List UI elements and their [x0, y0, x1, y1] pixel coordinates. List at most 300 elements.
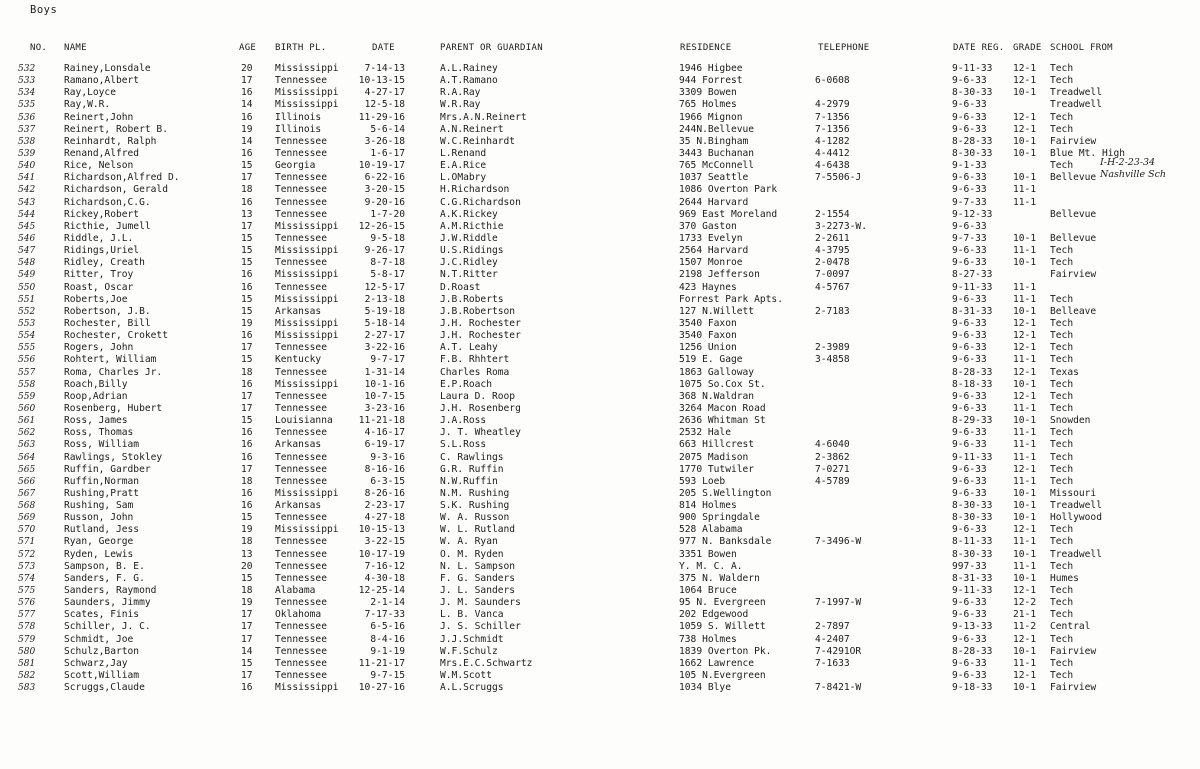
school-from: Hollywood [1050, 512, 1102, 524]
age: 18 [241, 184, 253, 196]
grade: 11-1 [1013, 560, 1037, 572]
birth-date: 8-26-16 [364, 487, 405, 499]
table-row [0, 257, 1200, 269]
student-name: Rushing, Sam [64, 500, 134, 512]
school-from: Tech [1050, 245, 1074, 257]
parent-guardian: W.R.Ray [440, 99, 481, 111]
telephone: 7-1356 [815, 123, 850, 135]
birth-place: Mississippi [275, 293, 339, 305]
birth-date: 11-21-17 [358, 657, 405, 669]
birth-place: Tennessee [275, 633, 327, 645]
grade: 10-1 [1013, 645, 1037, 657]
student-name: Riddle, J.L. [64, 232, 134, 244]
age: 14 [241, 135, 253, 147]
parent-guardian: N. L. Sampson [440, 560, 516, 572]
parent-guardian: N.M. Rushing [440, 487, 510, 499]
table-row [0, 87, 1200, 99]
age: 14 [241, 645, 253, 657]
residence: 3264 Macon Road [679, 402, 766, 414]
birth-date: 6-19-17 [364, 439, 405, 451]
age: 16 [241, 281, 253, 293]
parent-guardian: R.A.Ray [440, 87, 481, 99]
residence: 1507 Monroe [679, 257, 743, 269]
residence: 2636 Whitman St [679, 415, 766, 427]
table-row [0, 269, 1200, 281]
student-name: Ramano,Albert [64, 75, 140, 87]
school-from: Tech [1050, 451, 1074, 463]
date-registered: 8-31-33 [952, 305, 993, 317]
grade: 11-1 [1013, 184, 1037, 196]
birth-date: 9-26-17 [364, 245, 405, 257]
birth-date: 4-16-17 [364, 427, 405, 439]
grade: 10-1 [1013, 257, 1037, 269]
telephone: 3-4858 [815, 354, 850, 366]
parent-guardian: W.M.Scott [440, 670, 492, 682]
school-from: Tech [1050, 560, 1074, 572]
birth-place: Mississippi [275, 99, 339, 111]
student-name: Ricthie, Jumell [64, 220, 151, 232]
school-from: Tech [1050, 657, 1074, 669]
date-registered: 9-11-33 [952, 63, 993, 74]
age: 13 [241, 208, 253, 220]
entry-number: 545 [18, 221, 36, 232]
date-registered: 9-6-33 [952, 354, 987, 366]
school-from: Tech [1050, 390, 1074, 402]
telephone: 2-7183 [815, 305, 850, 317]
student-name: Ruffin,Norman [64, 475, 140, 487]
parent-guardian: J. S. Schiller [440, 621, 521, 633]
student-name: Schulz,Barton [64, 645, 140, 657]
residence: 944 Forrest [679, 75, 743, 87]
residence: 900 Springdale [679, 512, 760, 524]
student-name: Richardson, Gerald [64, 184, 168, 196]
header-date: DATE [372, 43, 395, 53]
parent-guardian: D.Roast [440, 281, 481, 293]
residence: 519 E. Gage [679, 354, 743, 366]
table-row [0, 157, 1200, 172]
date-registered: 9-6-33 [952, 342, 987, 354]
age: 19 [241, 123, 253, 135]
table-row [0, 670, 1200, 682]
parent-guardian: C.G.Richardson [440, 196, 521, 208]
parent-guardian: J.H. Rochester [440, 330, 521, 342]
entry-number: 573 [18, 561, 36, 572]
birth-place: Tennessee [275, 281, 327, 293]
age: 20 [241, 560, 253, 572]
school-from: Missouri [1050, 487, 1097, 499]
school-from: Fairview [1050, 645, 1097, 657]
student-name: Roast, Oscar [64, 281, 134, 293]
birth-place: Tennessee [275, 657, 327, 669]
grade: 10-1 [1013, 415, 1037, 427]
entry-number: 554 [18, 331, 36, 342]
entry-number: 568 [18, 501, 36, 512]
date-registered: 9-6-33 [952, 220, 987, 232]
birth-date: 11-29-16 [358, 111, 405, 123]
table-row [0, 99, 1200, 111]
table-row [0, 330, 1200, 342]
birth-place: Mississippi [275, 245, 339, 257]
entry-number: 547 [18, 246, 36, 257]
birth-place: Tennessee [275, 135, 327, 147]
birth-date: 5-18-14 [364, 317, 405, 329]
table-row [0, 682, 1200, 694]
entry-number: 560 [18, 403, 36, 414]
residence: 738 Holmes [679, 633, 737, 645]
header-date-reg: DATE REG. [953, 43, 1005, 53]
entry-number: 539 [18, 148, 36, 159]
age: 15 [241, 305, 253, 317]
birth-place: Illinois [275, 123, 322, 135]
student-name: Sanders, F. G. [64, 572, 145, 584]
student-name: Sanders, Raymond [64, 585, 157, 597]
grade: 10-1 [1013, 682, 1037, 694]
birth-place: Tennessee [275, 390, 327, 402]
residence: 1733 Evelyn [679, 232, 743, 244]
entry-number: 537 [18, 124, 36, 135]
entry-number: 543 [18, 197, 36, 208]
age: 15 [241, 415, 253, 427]
telephone: 6-0608 [815, 75, 850, 87]
parent-guardian: A.L.Rainey [440, 63, 498, 74]
date-registered: 9-6-33 [952, 257, 987, 269]
entry-number: 533 [18, 76, 36, 87]
parent-guardian: S.L.Ross [440, 439, 487, 451]
age: 17 [241, 220, 253, 232]
birth-date: 1-6-17 [370, 147, 405, 159]
birth-date: 1-7-20 [370, 208, 405, 220]
birth-place: Mississippi [275, 63, 339, 74]
birth-place: Tennessee [275, 560, 327, 572]
grade: 10-1 [1013, 305, 1037, 317]
parent-guardian: J. T. Wheatley [440, 427, 521, 439]
table-row [0, 488, 1200, 500]
birth-date: 2-27-17 [364, 330, 405, 342]
age: 17 [241, 621, 253, 633]
residence: 205 S.Wellington [679, 487, 772, 499]
entry-number: 551 [18, 294, 36, 305]
entry-number: 563 [18, 440, 36, 451]
date-registered: 9-6-33 [952, 293, 987, 305]
birth-date: 12-25-14 [358, 585, 405, 597]
residence: 3309 Bowen [679, 87, 737, 99]
header-birth-place: BIRTH PL. [275, 43, 327, 53]
age: 15 [241, 657, 253, 669]
school-from: Bellevue [1050, 172, 1097, 184]
parent-guardian: J.J.Schmidt [440, 633, 504, 645]
telephone: 7-1633 [815, 657, 850, 669]
entry-number: 565 [18, 464, 36, 475]
age: 17 [241, 172, 253, 184]
school-from: Bellevue [1050, 208, 1097, 220]
age: 15 [241, 293, 253, 305]
telephone: 4-2407 [815, 633, 850, 645]
table-row [0, 464, 1200, 476]
student-name: Saunders, Jimmy [64, 597, 151, 609]
school-from: Tech [1050, 609, 1074, 621]
table-row [0, 439, 1200, 451]
birth-place: Mississippi [275, 220, 339, 232]
birth-date: 12-5-18 [364, 99, 405, 111]
residence: 765 McConnell [679, 160, 755, 172]
birth-place: Tennessee [275, 232, 327, 244]
table-row [0, 233, 1200, 245]
entry-number: 561 [18, 416, 36, 427]
residence: 969 East Moreland [679, 208, 778, 220]
school-from: Tech [1050, 354, 1074, 366]
table-row [0, 367, 1200, 379]
birth-date: 5-6-14 [370, 123, 405, 135]
residence: 2198 Jefferson [679, 269, 760, 281]
residence: 423 Haynes [679, 281, 737, 293]
page-title: Boys [30, 4, 58, 16]
parent-guardian: A.M.Ricthie [440, 220, 504, 232]
grade: 10-1 [1013, 172, 1037, 184]
school-from: Bellevue [1050, 232, 1097, 244]
birth-place: Tennessee [275, 402, 327, 414]
residence: 663 Hillcrest [679, 439, 755, 451]
grade: 11-1 [1013, 536, 1037, 548]
birth-place: Mississippi [275, 269, 339, 281]
student-name: Reinhardt, Ralph [64, 135, 157, 147]
birth-place: Tennessee [275, 621, 327, 633]
telephone: 4-3795 [815, 245, 850, 257]
residence: 370 Gaston [679, 220, 737, 232]
grade: 11-1 [1013, 451, 1037, 463]
residence: 3443 Buchanan [679, 147, 755, 159]
handwritten-note: Nashville Sch [1100, 169, 1167, 181]
school-from: Tech [1050, 75, 1074, 87]
parent-guardian: Mrs.A.N.Reinert [440, 111, 527, 123]
telephone: 4-5789 [815, 475, 850, 487]
header-school-from: SCHOOL FROM [1050, 43, 1113, 53]
student-name: Scates, Finis [64, 609, 140, 621]
grade: 10-1 [1013, 548, 1037, 560]
student-name: Ray,Loyce [64, 87, 116, 99]
residence: 1037 Seattle [679, 172, 749, 184]
grade: 11-1 [1013, 475, 1037, 487]
parent-guardian: J.H. Rosenberg [440, 402, 521, 414]
birth-place: Tennessee [275, 75, 327, 87]
school-from: Tech [1050, 293, 1074, 305]
table-row [0, 500, 1200, 512]
grade: 12-1 [1013, 670, 1037, 682]
entry-number: 567 [18, 488, 36, 499]
school-from: Fairview [1050, 269, 1097, 281]
table-row [0, 573, 1200, 585]
residence: 202 Edgewood [679, 609, 749, 621]
entry-number: 532 [18, 64, 36, 74]
birth-place: Mississippi [275, 317, 339, 329]
grade: 11-2 [1013, 621, 1037, 633]
parent-guardian: Charles Roma [440, 366, 510, 378]
age: 16 [241, 111, 253, 123]
birth-place: Georgia [275, 160, 316, 172]
birth-place: Arkansas [275, 439, 322, 451]
school-from: Tech [1050, 378, 1074, 390]
birth-place: Mississippi [275, 682, 339, 694]
birth-place: Oklahoma [275, 609, 322, 621]
parent-guardian: J.C.Ridley [440, 257, 498, 269]
student-name: Rohtert, William [64, 354, 157, 366]
table-row [0, 634, 1200, 646]
student-name: Ryden, Lewis [64, 548, 134, 560]
date-registered: 8-11-33 [952, 536, 993, 548]
school-from: Tech [1050, 342, 1074, 354]
age: 15 [241, 232, 253, 244]
date-registered: 9-1-33 [952, 160, 987, 172]
school-from: Tech [1050, 585, 1074, 597]
table-row [0, 476, 1200, 488]
grade: 21-1 [1013, 609, 1037, 621]
entry-number: 538 [18, 136, 36, 147]
date-registered: 8-28-33 [952, 135, 993, 147]
school-from: Tech [1050, 111, 1074, 123]
grade: 11-1 [1013, 427, 1037, 439]
header-grade: GRADE [1013, 43, 1042, 53]
age: 15 [241, 572, 253, 584]
grade: 12-1 [1013, 75, 1037, 87]
school-from: Tech [1050, 63, 1074, 74]
telephone: 2-3989 [815, 342, 850, 354]
age: 17 [241, 402, 253, 414]
parent-guardian: G.R. Ruffin [440, 463, 504, 475]
birth-date: 3-20-15 [364, 184, 405, 196]
birth-place: Tennessee [275, 147, 327, 159]
student-name: Richardson,C.G. [64, 196, 151, 208]
birth-place: Tennessee [275, 670, 327, 682]
date-registered: 9-6-33 [952, 427, 987, 439]
birth-date: 9-7-17 [370, 354, 405, 366]
date-registered: 8-28-33 [952, 645, 993, 657]
date-registered: 9-6-33 [952, 390, 987, 402]
school-from: Tech [1050, 160, 1074, 172]
birth-date: 6-5-16 [370, 621, 405, 633]
birth-date: 2-13-18 [364, 293, 405, 305]
age: 16 [241, 147, 253, 159]
parent-guardian: W.C.Reinhardt [440, 135, 516, 147]
school-from: Treadwell [1050, 500, 1102, 512]
age: 17 [241, 670, 253, 682]
table-row [0, 524, 1200, 536]
residence: 3540 Faxon [679, 317, 737, 329]
grade: 11-1 [1013, 293, 1037, 305]
date-registered: 8-30-33 [952, 87, 993, 99]
date-registered: 9-6-33 [952, 317, 987, 329]
student-name: Schmidt, Joe [64, 633, 134, 645]
entry-number: 569 [18, 513, 36, 524]
table-row [0, 221, 1200, 233]
date-registered: 9-6-33 [952, 439, 987, 451]
birth-place: Arkansas [275, 305, 322, 317]
student-name: Ray,W.R. [64, 99, 111, 111]
entry-number: 550 [18, 282, 36, 293]
birth-date: 4-27-17 [364, 87, 405, 99]
age: 16 [241, 269, 253, 281]
school-from: Treadwell [1050, 99, 1102, 111]
grade: 12-2 [1013, 597, 1037, 609]
parent-guardian: A.T.Ramano [440, 75, 498, 87]
telephone: 4-2979 [815, 99, 850, 111]
entry-number: 562 [18, 428, 36, 439]
header-no: NO. [30, 43, 48, 53]
table-row [0, 609, 1200, 621]
school-from: Humes [1050, 572, 1079, 584]
birth-place: Tennessee [275, 597, 327, 609]
birth-place: Arkansas [275, 500, 322, 512]
school-from: Tech [1050, 317, 1074, 329]
age: 16 [241, 682, 253, 694]
age: 19 [241, 597, 253, 609]
table-row [0, 124, 1200, 136]
student-name: Rutland, Jess [64, 524, 140, 536]
parent-guardian: J. M. Saunders [440, 597, 521, 609]
birth-place: Alabama [275, 585, 316, 597]
entry-number: 570 [18, 525, 36, 536]
entry-number: 574 [18, 573, 36, 584]
birth-place: Tennessee [275, 342, 327, 354]
school-from: Tech [1050, 427, 1074, 439]
grade: 12-1 [1013, 463, 1037, 475]
school-from: Texas [1050, 366, 1079, 378]
date-registered: 9-6-33 [952, 487, 987, 499]
school-from: Tech [1050, 123, 1074, 135]
table-row [0, 197, 1200, 209]
age: 15 [241, 512, 253, 524]
date-registered: 9-6-33 [952, 633, 987, 645]
age: 13 [241, 548, 253, 560]
date-registered: 9-6-33 [952, 184, 987, 196]
date-registered: 9-12-33 [952, 208, 993, 220]
birth-date: 10-1-16 [364, 378, 405, 390]
telephone: 2-7897 [815, 621, 850, 633]
date-registered: 9-11-33 [952, 585, 993, 597]
age: 19 [241, 317, 253, 329]
telephone: 7-5506-J [815, 172, 862, 184]
grade: 12-1 [1013, 585, 1037, 597]
date-registered: 9-18-33 [952, 682, 993, 694]
telephone: 7-8421-W [815, 682, 862, 694]
residence: Y. M. C. A. [679, 560, 743, 572]
birth-date: 9-5-18 [370, 232, 405, 244]
entry-number: 582 [18, 671, 36, 682]
student-name: Ridley, Creath [64, 257, 145, 269]
table-row [0, 294, 1200, 306]
birth-date: 7-16-12 [364, 560, 405, 572]
telephone: 4-6438 [815, 160, 850, 172]
grade: 11-1 [1013, 657, 1037, 669]
telephone: 4-1282 [815, 135, 850, 147]
table-row [0, 452, 1200, 464]
date-registered: 8-31-33 [952, 572, 993, 584]
date-registered: 9-6-33 [952, 524, 987, 536]
residence: 3351 Bowen [679, 548, 737, 560]
date-registered: 9-6-33 [952, 245, 987, 257]
school-from: Fairview [1050, 135, 1097, 147]
student-name: Ross, James [64, 415, 128, 427]
entry-number: 558 [18, 379, 36, 390]
entry-number: 541 [18, 173, 36, 184]
age: 18 [241, 585, 253, 597]
parent-guardian: W. A. Russon [440, 512, 510, 524]
table-row [0, 354, 1200, 366]
header-parent: PARENT OR GUARDIAN [440, 43, 543, 53]
table-row [0, 403, 1200, 415]
date-registered: 9-13-33 [952, 621, 993, 633]
telephone: 7-4291OR [815, 645, 862, 657]
birth-place: Mississippi [275, 378, 339, 390]
residence: 2644 Harvard [679, 196, 749, 208]
